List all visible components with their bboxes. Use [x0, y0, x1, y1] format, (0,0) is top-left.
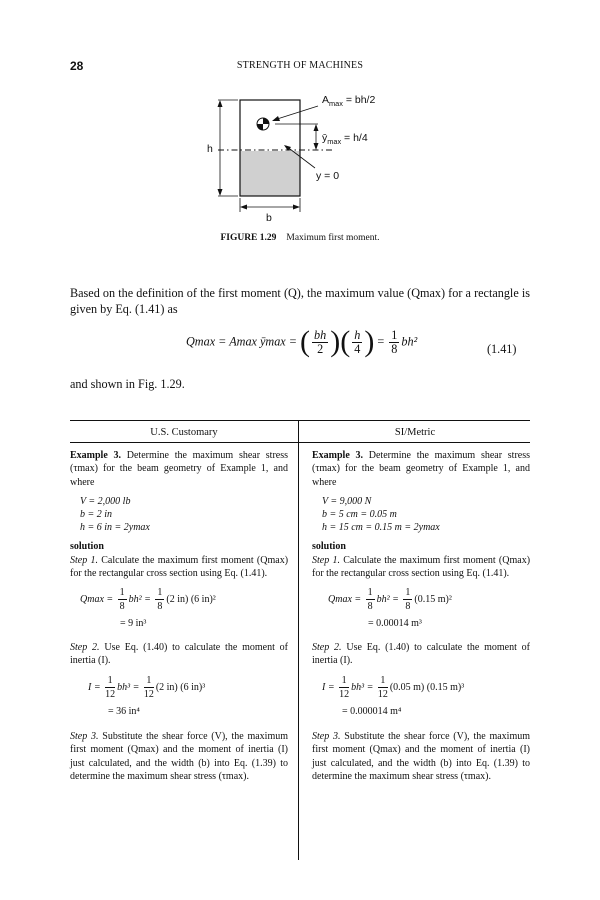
left-given-list: [80, 495, 288, 534]
list-item: b = 5 cm = 0.05 m: [322, 509, 397, 521]
right-given-list: [322, 495, 530, 534]
right-step2: Step 2. Use Eq. (1.40) to calculate the moment of inertia (I).: [312, 641, 531, 667]
amax-leader: [274, 106, 318, 120]
table-column-divider: [298, 420, 299, 860]
page-number: 28: [70, 59, 84, 73]
right-step1: Step 1. Calculate the maximum first moment (Qmax) for the rectangular cross section using Eq. (1.41).: [312, 554, 531, 580]
right-i-result: = 0.000014 m⁴: [342, 705, 402, 717]
equation-number: (1.41): [487, 342, 517, 356]
figure-caption: FIGURE 1.29 Maximum first moment.: [220, 233, 380, 243]
h-label: h: [207, 143, 213, 155]
left-column: [70, 449, 288, 784]
right-step3: Step 3. Substitute the shear force (V), the maximum first moment (Qmax) and the moment of inertia (I) just calculated, and the width (b) into Eq. (1.39) to determine the maximum shear stress (τmax).: [312, 731, 531, 783]
b-label: b: [266, 212, 272, 224]
list-item: h = 6 in = 2ymax: [80, 522, 150, 534]
left-step1: Step 1. Calculate the maximum first moment (Qmax) for the rectangular cross section using Eq. (1.41).: [70, 554, 289, 580]
right-q-result: = 0.00014 m³: [368, 618, 422, 630]
table-top-rule: [70, 420, 530, 421]
amax-label: $A_{max} = bh/2$: [322, 94, 376, 109]
right-i-equation: I = $\frac{1}{12}$ bh³ = $\frac{1}{12}$ (0.05 m) (0.15 m)³: [322, 674, 465, 700]
left-q-equation: Qmax = $\frac{1}{8}$ bh² = $\frac{1}{8}$ (2 in) (6 in)²: [80, 587, 216, 613]
left-q-result: = 9 in³: [120, 618, 147, 630]
left-step2: Step 2. Use Eq. (1.40) to calculate the moment of inertia (I).: [70, 641, 289, 667]
left-example: Example 3. Determine the maximum shear stress (τmax) for the beam geometry of Example 1, and where: [70, 450, 289, 488]
figure-1-29: [200, 90, 430, 230]
list-item: V = 2,000 lb: [80, 496, 131, 508]
shown-text: and shown in Fig. 1.29.: [70, 377, 185, 391]
list-item: b = 2 in: [80, 509, 113, 521]
paragraph-1: Based on the definition of the first moment (Q), the maximum value (Qmax) for a rectangle is given by Eq. (1.41) as: [70, 286, 530, 316]
right-column: [312, 449, 530, 784]
right-example: Example 3. Determine the maximum shear stress (τmax) for the beam geometry of Example 1, and where: [312, 450, 531, 488]
left-step3: Step 3. Substitute the shear force (V), the maximum first moment (Qmax) and the moment of inertia (I) just calculated, and the width (b) into Eq. (1.39) to determine the maximum shear stress (τmax).: [70, 731, 289, 783]
ybar-label: $ȳ_{max} = h/4$: [322, 132, 368, 147]
list-item: V = 9,000 N: [322, 496, 372, 508]
right-solution-heading: solution: [312, 541, 346, 553]
right-q-equation: Qmax = $\frac{1}{8}$ bh² = $\frac{1}{8}$ (0.15 m)²: [328, 587, 452, 613]
left-solution-heading: solution: [70, 541, 104, 553]
y0-label: y = 0: [316, 170, 340, 182]
left-i-result: = 36 in⁴: [108, 705, 140, 717]
centroid-icon: [257, 118, 269, 130]
lower-half-shading: [240, 151, 300, 196]
right-column-header: SI/Metric: [394, 427, 436, 438]
equation-1-41: Qmax = Amax ȳmax = ( $\frac{bh}{2}$ )( $\frac{h}{4}$ ) = $\frac{1}{8}$ bh²: [186, 325, 418, 358]
left-column-header: U.S. Customary: [150, 427, 218, 438]
running-title: STRENGTH OF MACHINES: [236, 60, 364, 71]
table-header-rule: [70, 442, 530, 443]
list-item: h = 15 cm = 0.15 m = 2ymax: [322, 522, 440, 534]
left-i-equation: I = $\frac{1}{12}$ bh³ = $\frac{1}{12}$ (2 in) (6 in)³: [88, 674, 206, 700]
